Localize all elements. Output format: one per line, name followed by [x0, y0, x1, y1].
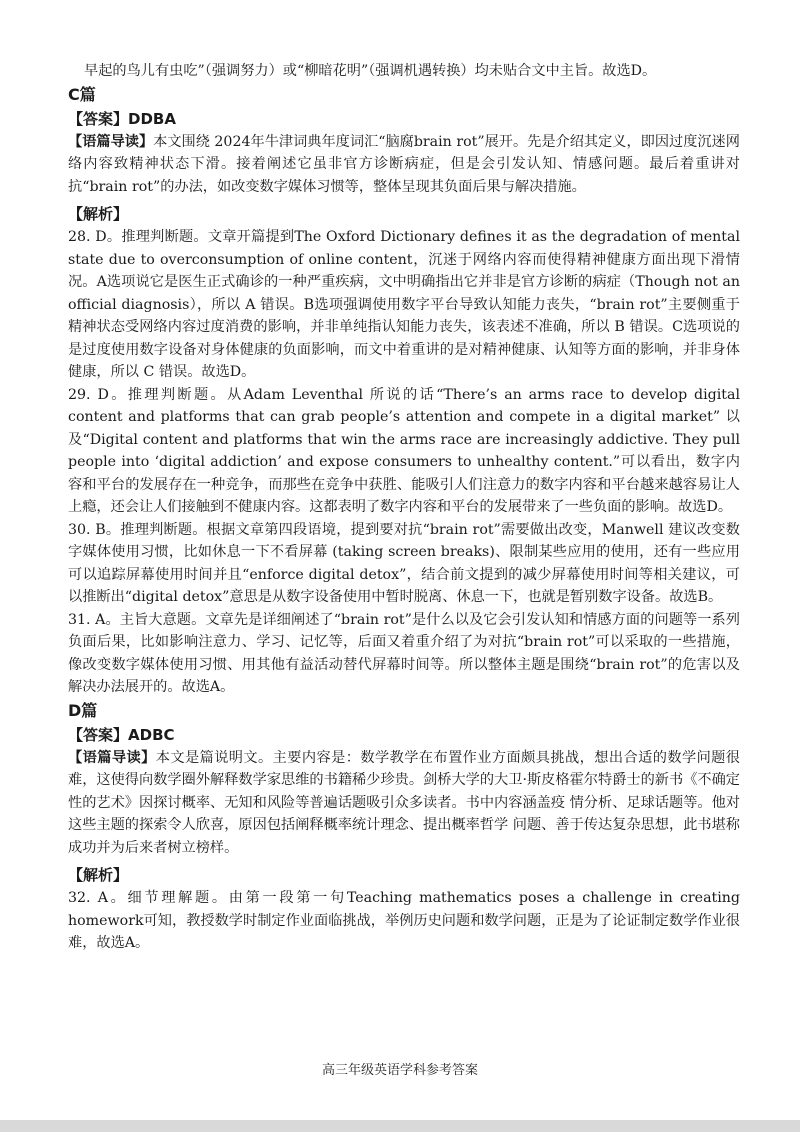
answer-tag: 【答案】	[68, 725, 129, 744]
page-footer: 高三年级英语学科参考答案	[321, 1063, 478, 1078]
bottom-divider	[0, 1120, 800, 1132]
question-30: 30. B。推理判断题。根据文章第四段语境，提到要对抗“brain rot”需要做出改变，Manwell 建议改变数字媒体使用习惯，比如休息一下不看屏幕 (taking screen breaks)、限制某些应用的使用，还有一些应用可以追踪屏幕使用时间并且“enforce digital detox”，结合前文提到的减少屏幕使用时间等相关建议，可以推断出“digital detox”意思是从数字设备使用中暂时脱离、休息一下，也就是暂别数字设备。故选B。	[68, 521, 740, 605]
question-28: 28. D。推理判断题。文章开篇提到The Oxford Dictionary defines it as the degradation of mental state due to overconsumption of online content，沉迷于网络内容而使得精神健康方面出现下滑情况。A选项说它是医生正式确诊的一种严重疾病，文中明确指出它并非是官方诊断的病症（Though not an official diagnosis），所以 A 错误。B选项强调使用数字平台导致认知能力丧失，“brain rot”主要侧重于精神状态受网络内容过度消费的影响，并非单纯指认知能力丧失，该表述不准确，所以 B 错误。C选项说的是过度使用数字设备对身体健康的负面影响，而文中着重讲的是对精神健康、认知等方面的影响，并非身体健康，所以 C 错误。故选D。	[68, 229, 740, 380]
section-d-answer	[68, 723, 740, 747]
section-d-title: D篇	[68, 700, 98, 720]
question-29: 29. D。推理判断题。从Adam Leventhal 所说的话“There’s an arms race to develop digital content and platforms that can grab people’s attention and compete in a digital market” 以及“Digital content and platforms that win the arms race are increasingly addictive. They pull people into ‘digital addiction’ and expose consumers to unhealthy content.”可以看出，数字内容和平台的发展存在一种竞争，而那些在竞争中获胜、能吸引人们注意力的数字内容和平台越来越容易让人上瘾，还会让人们接触到不健康内容。这都表明了数字内容和平台的发展带来了一些负面的影响。故选D。	[68, 386, 740, 515]
section-c-analysis-tag: 【解析】	[68, 205, 129, 223]
section-c-title: C篇	[68, 84, 96, 104]
section-d-guide	[68, 747, 740, 860]
guide-tag: 【语篇导读】	[68, 133, 154, 150]
question-32: 32. A。细节理解题。由第一段第一句Teaching mathematics poses a challenge in creating homework可知，教授数学时制定作业面临挑战，举例历史问题和数学问题，正是为了论证制定数学作业很难，故选A。	[68, 890, 740, 951]
document-page	[68, 60, 740, 955]
section-d-analysis-tag: 【解析】	[68, 866, 129, 884]
guide-text: 本文是篇说明文。主要内容是：数学教学在布置作业方面颇具挑战，想出合适的数学问题很难，这使得向数学圈外解释数学家思维的书籍稀少珍贵。剑桥大学的大卫·斯皮格霍尔特爵士的新书《不确定性的艺术》因探讨概率、无知和风险等普遍话题吸引众多读者。书中内容涵盖疫 情分析、足球话题等。他对这些主题的探索令人欣喜，原因包括阐释概率统计理念、提出概率哲学 问题、善于传达复杂思想，此书堪称成功并为后来者树立榜样。	[68, 749, 740, 856]
section-c-answer	[68, 107, 740, 131]
guide-tag: 【语篇导读】	[68, 749, 156, 766]
intro-paragraph: 早起的鸟儿有虫吃”（强调努力）或“柳暗花明”（强调机遇转换）均未贴合文中主旨。故选D。	[84, 63, 657, 79]
question-31: 31. A。主旨大意题。文章先是详细阐述了“brain rot”是什么以及它会引发认知和情感方面的问题等一系列负面后果，比如影响注意力、学习、记忆等，后面又着重介绍了为对抗“brain rot”可以采取的一些措施，像改变数字媒体使用习惯、用其他有益活动替代屏幕时间等。所以整体主题是围绕“brain rot”的危害以及解决办法展开的。故选A。	[68, 611, 740, 695]
guide-text: 本文围绕 2024年牛津词典年度词汇“脑腐brain rot”展开。先是介绍其定义，即因过度沉迷网络内容致精神状态下滑。接着阐述它虽非官方诊断病症，但是会引发认知、情感问题。最后着重讲对抗“brain rot”的办法，如改变数字媒体习惯等，整体呈现其负面后果与解决措施。	[68, 133, 740, 195]
section-c-guide	[68, 131, 740, 199]
answer-value: DDBA	[128, 109, 176, 128]
answer-tag: 【答案】	[68, 109, 129, 128]
answer-value: ADBC	[128, 725, 175, 744]
